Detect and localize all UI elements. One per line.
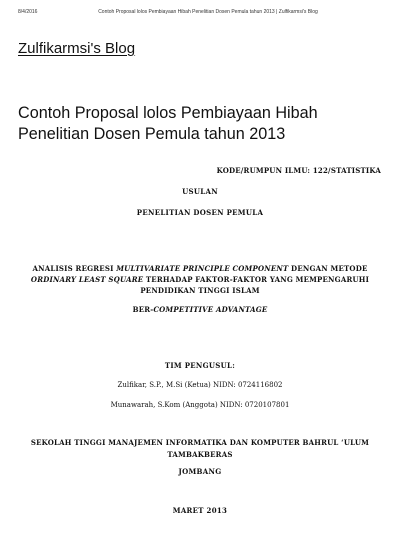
kode-rumpun-ilmu: KODE/RUMPUN ILMU: 122/STATISTIKA [216,166,381,175]
anggota-kedua: Munawarah, S.Kom (Anggota) NIDN: 0720107801 [110,401,290,409]
print-date: 8/4/2016 [18,9,38,15]
judul-line-1 [0,263,400,274]
anggota-ketua: Zulfikar, S.P., M.Si (Ketua) NIDN: 0724116802 [117,381,283,389]
judul-line-2-text: TERHADAP FAKTOR-FAKTOR YANG MEMPENGARUHI [143,275,370,284]
institusi-line-1: SEKOLAH TINGGI MANAJEMEN INFORMATIKA DAN KOMPUTER BAHRUL ‘ULUM [30,438,370,447]
jenis-penelitian: PENELITIAN DOSEN PEMULA [136,208,264,217]
institusi-line-2: TAMBAKBERAS [167,450,233,459]
judul-penelitian [0,263,400,296]
post-title [18,103,388,145]
judul-line-4-text: BER- [132,305,154,314]
post-title-line-1: Contoh Proposal lolos Pembiayaan Hibah [18,104,318,122]
post-title-line-2: Penelitian Dosen Pemula tahun 2013 [18,125,286,143]
print-page-title: Contoh Proposal lolos Pembiayaan Hibah Penelitian Dosen Pemula tahun 2013 | Zulfikarmsi's Blog [98,9,318,15]
judul-line-2-italic: ORDINARY LEAST SQUARE [30,275,144,284]
tanggal: MARET 2013 [172,506,228,515]
usulan-label: USULAN [182,187,218,196]
judul-line-2 [0,274,400,285]
judul-line-3: PENDIDIKAN TINGGI ISLAM [140,286,260,295]
judul-line-1-end: DENGAN METODE [288,264,368,273]
print-header [0,9,400,19]
institusi [0,437,400,461]
judul-line-4 [0,305,400,314]
judul-line-1-italic: MULTIVARIATE PRINCIPLE COMPONENT [116,264,289,273]
judul-line-1-text: ANALISIS REGRESI [32,264,117,273]
kota: JOMBANG [178,467,222,476]
tim-pengusul-label: TIM PENGUSUL: [164,361,236,370]
blog-title-link[interactable]: Zulfikarmsi's Blog [18,40,136,57]
judul-line-4-italic: COMPETITIVE ADVANTAGE [153,305,268,314]
